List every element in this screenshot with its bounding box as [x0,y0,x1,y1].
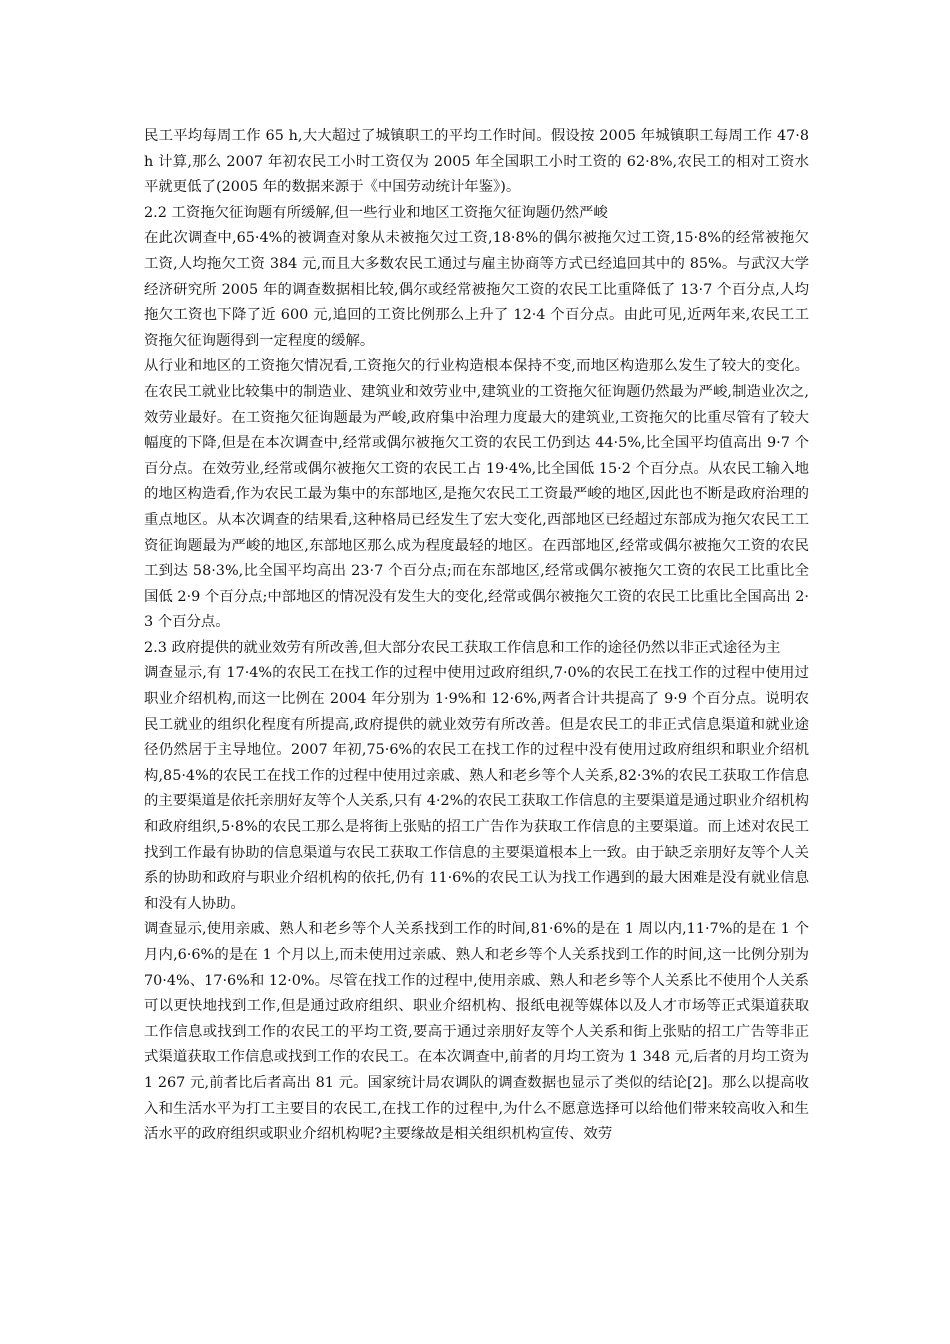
section-heading-2-2: 2.2 工资拖欠征询题有所缓解,但一些行业和地区工资拖欠征询题仍然严峻 [144,204,608,221]
paragraph-industry-region: 从行业和地区的工资拖欠情况看,工资拖欠的行业构造根本保持不变,而地区构造那么发生了较大的变化。在农民工就业比较集中的制造业、建筑业和效劳业中,建筑业的工资拖欠征询题仍然最为严峻,制造业次之,效劳业最好。在工资拖欠征询题最为严峻,政府集中治理力度最大的建筑业,工资拖欠的比重尽管有了较大幅度的下降,但是在本次调查中,经常或偶尔被拖欠工资的农民工仍到达 44·5%,比全国平均值高出 9·7 个百分点。在效劳业,经常或偶尔被拖欠工资的农民工占 19·4%,比全国低 15·2 个百分点。从农民工输入地的地区构造看,作为农民工最为集中的东部地区,是拖欠农民工工资最严峻的地区,因此也不断是政府治理的重点地区。从本次调查的结果看,这种格局已经发生了宏大变化,西部地区已经超过东部成为拖欠农民工工资征询题最为严峻的地区,东部地区那么成为程度最轻的地区。在西部地区,经常或偶尔被拖欠工资的农民工到达 58·3%,比全国平均高出 23·7 个百分点;而在东部地区,经常或偶尔被拖欠工资的农民工比重比全国低 2·9 个百分点;中部地区的情况没有发生大的变化,经常或偶尔被拖欠工资的农民工比重比全国高出 2·3 个百分点。 [144,358,809,631]
document-page [144,124,809,1148]
paragraph-employment-services: 调查显示,有 17·4%的农民工在找工作的过程中使用过政府组织,7·0%的农民工在找工作的过程中使用过职业介绍机构,而这一比例在 2004 年分别为 1·9%和 12·6%,两者合计共提高了 9·9 个百分点。说明农民工就业的组织化程度有所提高,政府提供的就业效劳有所改善。但是农民工的非正式信息渠道和就业途径仍然居于主导地位。2007 年初,75·6%的农民工在找工作的过程中没有使用过政府组织和职业介绍机构,85·4%的农民工在找工作的过程中使用过亲戚、熟人和老乡等个人关系,82·3%的农民工获取工作信息的主要渠道是依托亲朋好友等个人关系,只有 4·2%的农民工获取工作信息的主要渠道是通过职业介绍机构和政府组织,5·8%的农民工那么是将街上张贴的招工广告作为获取工作信息的主要渠道。而上述对农民工找到工作最有协助的信息渠道与农民工获取工作信息的主要渠道根本上一致。由于缺乏亲朋好友等个人关系的协助和政府与职业介绍机构的依托,仍有 11·6%的农民工认为找工作遇到的最大困难是没有就业信息和没有人协助。 [144,665,809,912]
paragraph-intro: 民工平均每周工作 65 h,大大超过了城镇职工的平均工作时间。假设按 2005 年城镇职工每周工作 47·8 h 计算,那么 2007 年初农民工小时工资仅为 2005 年全国职工小时工资的 62·8%,农民工的相对工资水平就更低了(2005 年的数据来源于《中国劳动统计年鉴》)。 [144,128,809,196]
paragraph-job-search-time: 调查显示,使用亲戚、熟人和老乡等个人关系找到工作的时间,81·6%的是在 1 周以内,11·7%的是在 1 个月内,6·6%的是在 1 个月以上,而未使用过亲戚、熟人和老乡等个人关系找到工作的时间,这一比例分别为 70·4%、17·6%和 12·0%。尽管在找工作的过程中,使用亲戚、熟人和老乡等个人关系比不使用个人关系可以更快地找到工作,但是通过政府组织、职业介绍机构、报纸电视等媒体以及人才市场等正式渠道获取工作信息或找到工作的农民工的平均工资,要高于通过亲朋好友等个人关系和街上张贴的招工广告等非正式渠道获取工作信息或找到工作的农民工。在本次调查中,前者的月均工资为 1 348 元,后者的月均工资为 1 267 元,前者比后者高出 81 元。国家统计局农调队的调查数据也显示了类似的结论[2]。那么以提高收入和生活水平为打工主要目的农民工,在找工作的过程中,为什么不愿意选择可以给他们带来较高收入和生活水平的政府组织或职业介绍机构呢?主要缘故是相关组织机构宣传、效劳 [144,921,809,1143]
section-heading-2-3: 2.3 政府提供的就业效劳有所改善,但大部分农民工获取工作信息和工作的途径仍然以非正式途径为主 [144,639,781,656]
paragraph-wage-arrears: 在此次调查中,65·4%的被调查对象从未被拖欠过工资,18·8%的偶尔被拖欠过工资,15·8%的经常被拖欠工资,人均拖欠工资 384 元,而且大多数农民工通过与雇主协商等方式已经追回其中的 85%。与武汉大学经济研究所 2005 年的调查数据相比较,偶尔或经常被拖欠工资的农民工比重降低了 13·7 个百分点,人均拖欠工资也下降了近 600 元,追回的工资比例那么上升了 12·4 个百分点。由此可见,近两年来,农民工工资拖欠征询题得到一定程度的缓解。 [144,230,809,349]
